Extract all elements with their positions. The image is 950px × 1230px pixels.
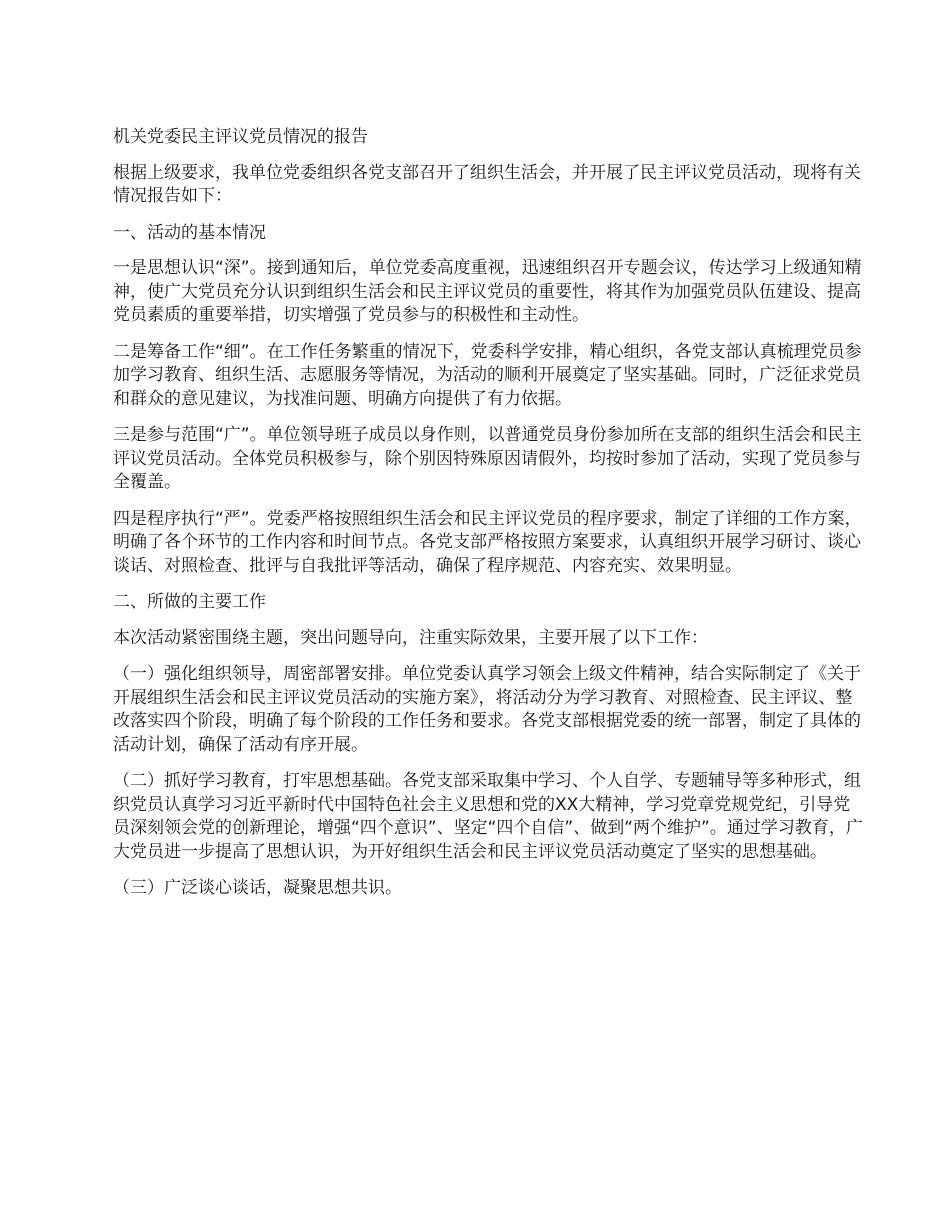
section-2-heading: 二、所做的主要工作 [113, 592, 266, 612]
section-2-paragraph: （二）抓好学习教育，打牢思想基础。各党支部采取集中学习、个人自学、专题辅导等多种形式，组织党员认真学习习近平新时代中国特色社会主义思想和党的XX大精神，学习党章党规党纪，引导党员深刻领会党的创新理论，增强“四个意识”、坚定“四个自信”、做到“两个维护”。通过学习教育，广大党员进一步提高了思想认识，为开好组织生活会和民主评议党员活动奠定了坚实的思想基础。 [113, 771, 863, 862]
intro-paragraph: 根据上级要求，我单位党委组织各党支部召开了组织生活会，并开展了民主评议党员活动，现将有关情况报告如下： [113, 162, 861, 206]
document-title: 机关党委民主评议党员情况的报告 [113, 127, 368, 147]
section-1-paragraph: 二是筹备工作“细”。在工作任务繁重的情况下，党委科学安排，精心组织，各党支部认真梳理党员参加学习教育、组织生活、志愿服务等情况，为活动的顺利开展奠定了坚实基础。同时，广泛征求党员和群众的意见建议，为找准问题、明确方向提供了有力依据。 [113, 341, 862, 409]
section-2-paragraph: （一）强化组织领导，周密部署安排。单位党委认真学习领会上级文件精神，结合实际制定了《关于开展组织生活会和民主评议党员活动的实施方案》，将活动分为学习教育、对照检查、民主评议、整改落实四个阶段，明确了每个阶段的工作任务和要求。各党支部根据党委的统一部署，制定了具体的活动计划，确保了活动有序开展。 [113, 664, 861, 755]
document-body [113, 126, 863, 914]
section-1-paragraph: 三是参与范围“广”。单位领导班子成员以身作则，以普通党员身份参加所在支部的组织生活会和民主评议党员活动。全体党员积极参与，除个别因特殊原因请假外，均按时参加了活动，实现了党员参与全覆盖。 [113, 425, 862, 492]
section-1-paragraph: 一是思想认识“深”。接到通知后，单位党委高度重视，迅速组织召开专题会议，传达学习上级通知精神，使广大党员充分认识到组织生活会和民主评议党员的重要性，将其作为加强党员队伍建设、提高党员素质的重要举措，切实增强了党员参与的积极性和主动性。 [113, 258, 862, 325]
section-1-heading: 一、活动的基本情况 [113, 222, 266, 243]
section-1-paragraph: 四是程序执行“严”。党委严格按照组织生活会和民主评议党员的程序要求，制定了详细的工作方案，明确了各个环节的工作内容和时间节点。各党支部严格按照方案要求，认真组织开展学习研讨、谈心谈话、对照检查、批评与自我批评等活动，确保了程序规范、内容充实、效果明显。 [113, 508, 862, 576]
section-2-intro: 本次活动紧密围绕主题，突出问题导向，注重实际效果，主要开展了以下工作： [113, 627, 708, 648]
section-2-paragraph: （三）广泛谈心谈话，凝聚思想共识。 [113, 878, 402, 898]
